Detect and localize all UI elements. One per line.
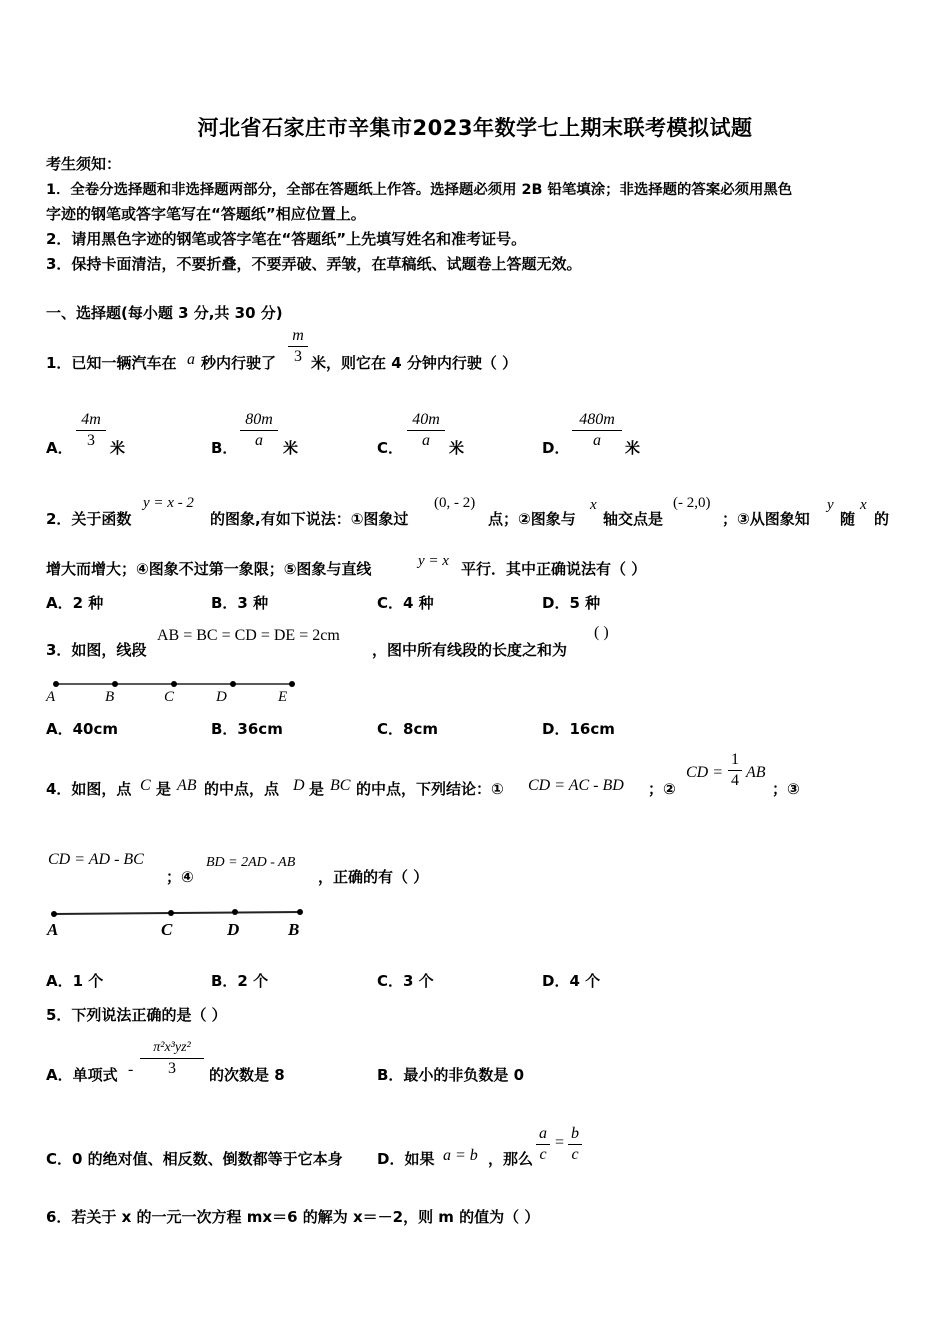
q3-point-b <box>112 681 118 687</box>
q3-point-c <box>171 681 177 687</box>
q5-option-a-suffix: 的次数是 8 <box>209 1066 285 1084</box>
q4-text-8: ；④ <box>166 868 194 886</box>
q2-point-2: (- 2,0) <box>673 495 711 511</box>
q4-label-a: A <box>47 920 59 939</box>
notice-heading: 考生须知： <box>46 155 122 173</box>
q1-option-d-num: 480m <box>579 411 615 428</box>
q4-text-5: 的中点，下列结论：① <box>356 780 504 798</box>
q2-line-2a: 增大而增大；④图象不过第一象限；⑤图象与直线 <box>46 560 372 578</box>
q2-text-3: 点；②图象与 <box>488 510 576 528</box>
q4-eq-1: CD = AC - BD <box>528 777 624 794</box>
q2-text-2: 的图象,有如下说法：①图象过 <box>210 510 409 528</box>
q1-option-d-unit: 米 <box>625 439 641 457</box>
q3-point-e <box>289 681 295 687</box>
q4-text-2: 是 <box>156 780 172 798</box>
q3-prefix: 3．如图，线段 <box>46 641 147 659</box>
q5-option-d-prefix[interactable]: D．如果 <box>377 1150 435 1168</box>
q3-label-c: C <box>164 689 175 705</box>
q4-text-7: ；③ <box>772 780 800 798</box>
q1-frac-den: 3 <box>294 348 302 365</box>
q1-prefix: 1．已知一辆汽车在 <box>46 354 177 372</box>
q2-x-2: x <box>860 497 867 513</box>
q4-option-c[interactable]: C．3 个 <box>377 972 434 990</box>
q5-option-d-num-2: b <box>571 1125 579 1142</box>
q4-eq-4: BD = 2AD - AB <box>206 855 296 870</box>
q1-option-c-label[interactable]: C． <box>377 439 404 457</box>
q4-label-d: D <box>227 920 240 939</box>
q1-option-b-den: a <box>255 432 263 449</box>
q1-mid: 秒内行驶了 <box>201 354 277 372</box>
q2-option-c[interactable]: C．4 种 <box>377 594 434 612</box>
q5-option-d-num-1: a <box>539 1125 547 1142</box>
q5-option-a-minus: - <box>128 1061 134 1078</box>
q3-label-e: E <box>278 689 288 705</box>
q5-option-a-den: 3 <box>168 1060 176 1077</box>
q2-point-1: (0, - 2) <box>434 495 476 511</box>
q3-paren: ( ) <box>594 624 609 641</box>
q1-option-d-label[interactable]: D． <box>542 439 570 457</box>
q4-text-6: ；② <box>648 780 676 798</box>
q5-option-b[interactable]: B．最小的非负数是 0 <box>377 1066 525 1084</box>
q1-option-c-num: 40m <box>412 411 440 428</box>
notice-item-1-cont: 字迹的钢笔或答字笔写在“答题纸”相应位置上。 <box>46 205 366 223</box>
section-heading: 一、选择题(每小题 3 分,共 30 分) <box>46 304 283 322</box>
q2-line-2b: 平行．其中正确说法有（ ） <box>461 560 647 578</box>
q4-eq-2-num: 1 <box>731 751 739 768</box>
q3-point-d <box>230 681 236 687</box>
q2-x-1: x <box>590 497 597 513</box>
q4-c: C <box>140 777 151 794</box>
q4-text-4: 是 <box>309 780 325 798</box>
q4-point-d <box>232 909 238 915</box>
q4-text-1: 4．如图，点 <box>46 780 132 798</box>
q5-option-c[interactable]: C．0 的绝对值、相反数、倒数都等于它本身 <box>46 1150 343 1168</box>
q4-segment-figure <box>44 905 314 941</box>
q1-option-a-den: 3 <box>87 432 95 449</box>
q5-option-d-den-2: c <box>571 1146 579 1163</box>
q3-suffix: ，图中所有线段的长度之和为 <box>372 641 568 659</box>
q1-option-b-label[interactable]: B． <box>211 439 238 457</box>
q2-option-a[interactable]: A．2 种 <box>46 594 104 612</box>
q2-option-d[interactable]: D．5 种 <box>542 594 601 612</box>
q3-option-a[interactable]: A．40cm <box>46 720 119 738</box>
q3-segment-figure <box>44 676 304 706</box>
q2-function-2: y = x <box>418 553 449 569</box>
notice-item-2: 2．请用黑色字迹的钢笔或答字笔在“答题纸”上先填写姓名和准考证号。 <box>46 230 527 248</box>
q1-fraction <box>288 326 308 367</box>
q5-option-d-mid: ，那么 <box>488 1150 534 1168</box>
q4-point-a <box>51 911 57 917</box>
q3-label-b: B <box>105 689 115 705</box>
q1-var-a: a <box>187 351 195 368</box>
q3-point-a <box>53 681 59 687</box>
q5-option-d-frac-2 <box>568 1124 582 1165</box>
q4-eq-2-fraction <box>728 750 742 791</box>
q2-function-1: y = x - 2 <box>143 495 194 511</box>
q3-equation: AB = BC = CD = DE = 2cm <box>157 627 340 644</box>
q4-d: D <box>293 777 305 794</box>
q5-option-d-eq: a = b <box>443 1147 478 1164</box>
q1-option-a-label[interactable]: A． <box>46 439 73 457</box>
q1-frac-num: m <box>292 327 304 344</box>
q3-option-d[interactable]: D．16cm <box>542 720 615 738</box>
q2-text-5: ；③从图象知 <box>722 510 810 528</box>
q4-option-d[interactable]: D．4 个 <box>542 972 601 990</box>
q2-option-b[interactable]: B．3 种 <box>211 594 269 612</box>
q4-text-3: 的中点，点 <box>204 780 280 798</box>
page-title: 河北省石家庄市辛集市2023年数学七上期末联考模拟试题 <box>197 116 753 140</box>
q4-eq-2-den: 4 <box>731 772 739 789</box>
q4-eq-3: CD = AD - BC <box>48 851 144 868</box>
question-6-stem: 6．若关于 x 的一元一次方程 mx＝6 的解为 x＝－2，则 m 的值为（ ） <box>46 1208 540 1226</box>
q4-eq-2-right: AB <box>746 764 766 781</box>
q1-option-c-fraction <box>407 410 445 451</box>
q1-suffix: 米，则它在 4 分钟内行驶（ ） <box>311 354 518 372</box>
q3-label-d: D <box>216 689 227 705</box>
q1-option-b-fraction <box>240 410 278 451</box>
q2-text-7: 的 <box>874 510 890 528</box>
q2-text-4: 轴交点是 <box>603 510 664 528</box>
q3-option-b[interactable]: B．36cm <box>211 720 283 738</box>
q1-option-d-fraction <box>572 410 622 451</box>
q4-segment-line <box>54 912 302 914</box>
q2-text-6: 随 <box>840 510 856 528</box>
q5-option-a-num: π²x³yz² <box>153 1040 191 1055</box>
notice-item-3: 3．保持卡面清洁，不要折叠，不要弄破、弄皱，在草稿纸、试题卷上答题无效。 <box>46 255 582 273</box>
q2-y: y <box>827 497 834 513</box>
q1-option-c-den: a <box>422 432 430 449</box>
q4-text-9: ，正确的有（ ） <box>318 868 429 886</box>
q5-option-a-prefix[interactable]: A．单项式 <box>46 1066 118 1084</box>
q4-eq-2-left: CD = <box>686 764 724 781</box>
q1-option-b-num: 80m <box>245 411 273 428</box>
notice-item-1: 1．全卷分选择题和非选择题两部分，全部在答题纸上作答。选择题必须用 2B 铅笔填涂；非选择题的答案必须用黑色 <box>46 182 793 198</box>
q4-bc: BC <box>330 777 351 794</box>
q1-option-a-num: 4m <box>81 411 101 428</box>
q4-option-a[interactable]: A．1 个 <box>46 972 104 990</box>
q4-ab: AB <box>177 777 197 794</box>
q5-stem: 5．下列说法正确的是（ ） <box>46 1006 227 1024</box>
q4-point-c <box>168 910 174 916</box>
q1-option-a-unit: 米 <box>110 439 126 457</box>
q1-option-c-unit: 米 <box>449 439 465 457</box>
q5-option-d-den-1: c <box>539 1146 547 1163</box>
q4-option-b[interactable]: B．2 个 <box>211 972 269 990</box>
q5-option-a-fraction <box>140 1038 204 1079</box>
q5-option-d-equals: = <box>555 1134 565 1151</box>
q1-option-d-den: a <box>593 432 601 449</box>
q4-label-b: B <box>288 920 300 939</box>
q3-label-a: A <box>46 689 56 705</box>
q5-option-d-frac-1 <box>536 1124 550 1165</box>
q4-label-c: C <box>161 920 173 939</box>
q1-option-b-unit: 米 <box>283 439 299 457</box>
q2-text-1: 2．关于函数 <box>46 510 132 528</box>
q4-point-b <box>297 909 303 915</box>
q1-option-a-fraction <box>76 410 106 451</box>
q3-option-c[interactable]: C．8cm <box>377 720 438 738</box>
